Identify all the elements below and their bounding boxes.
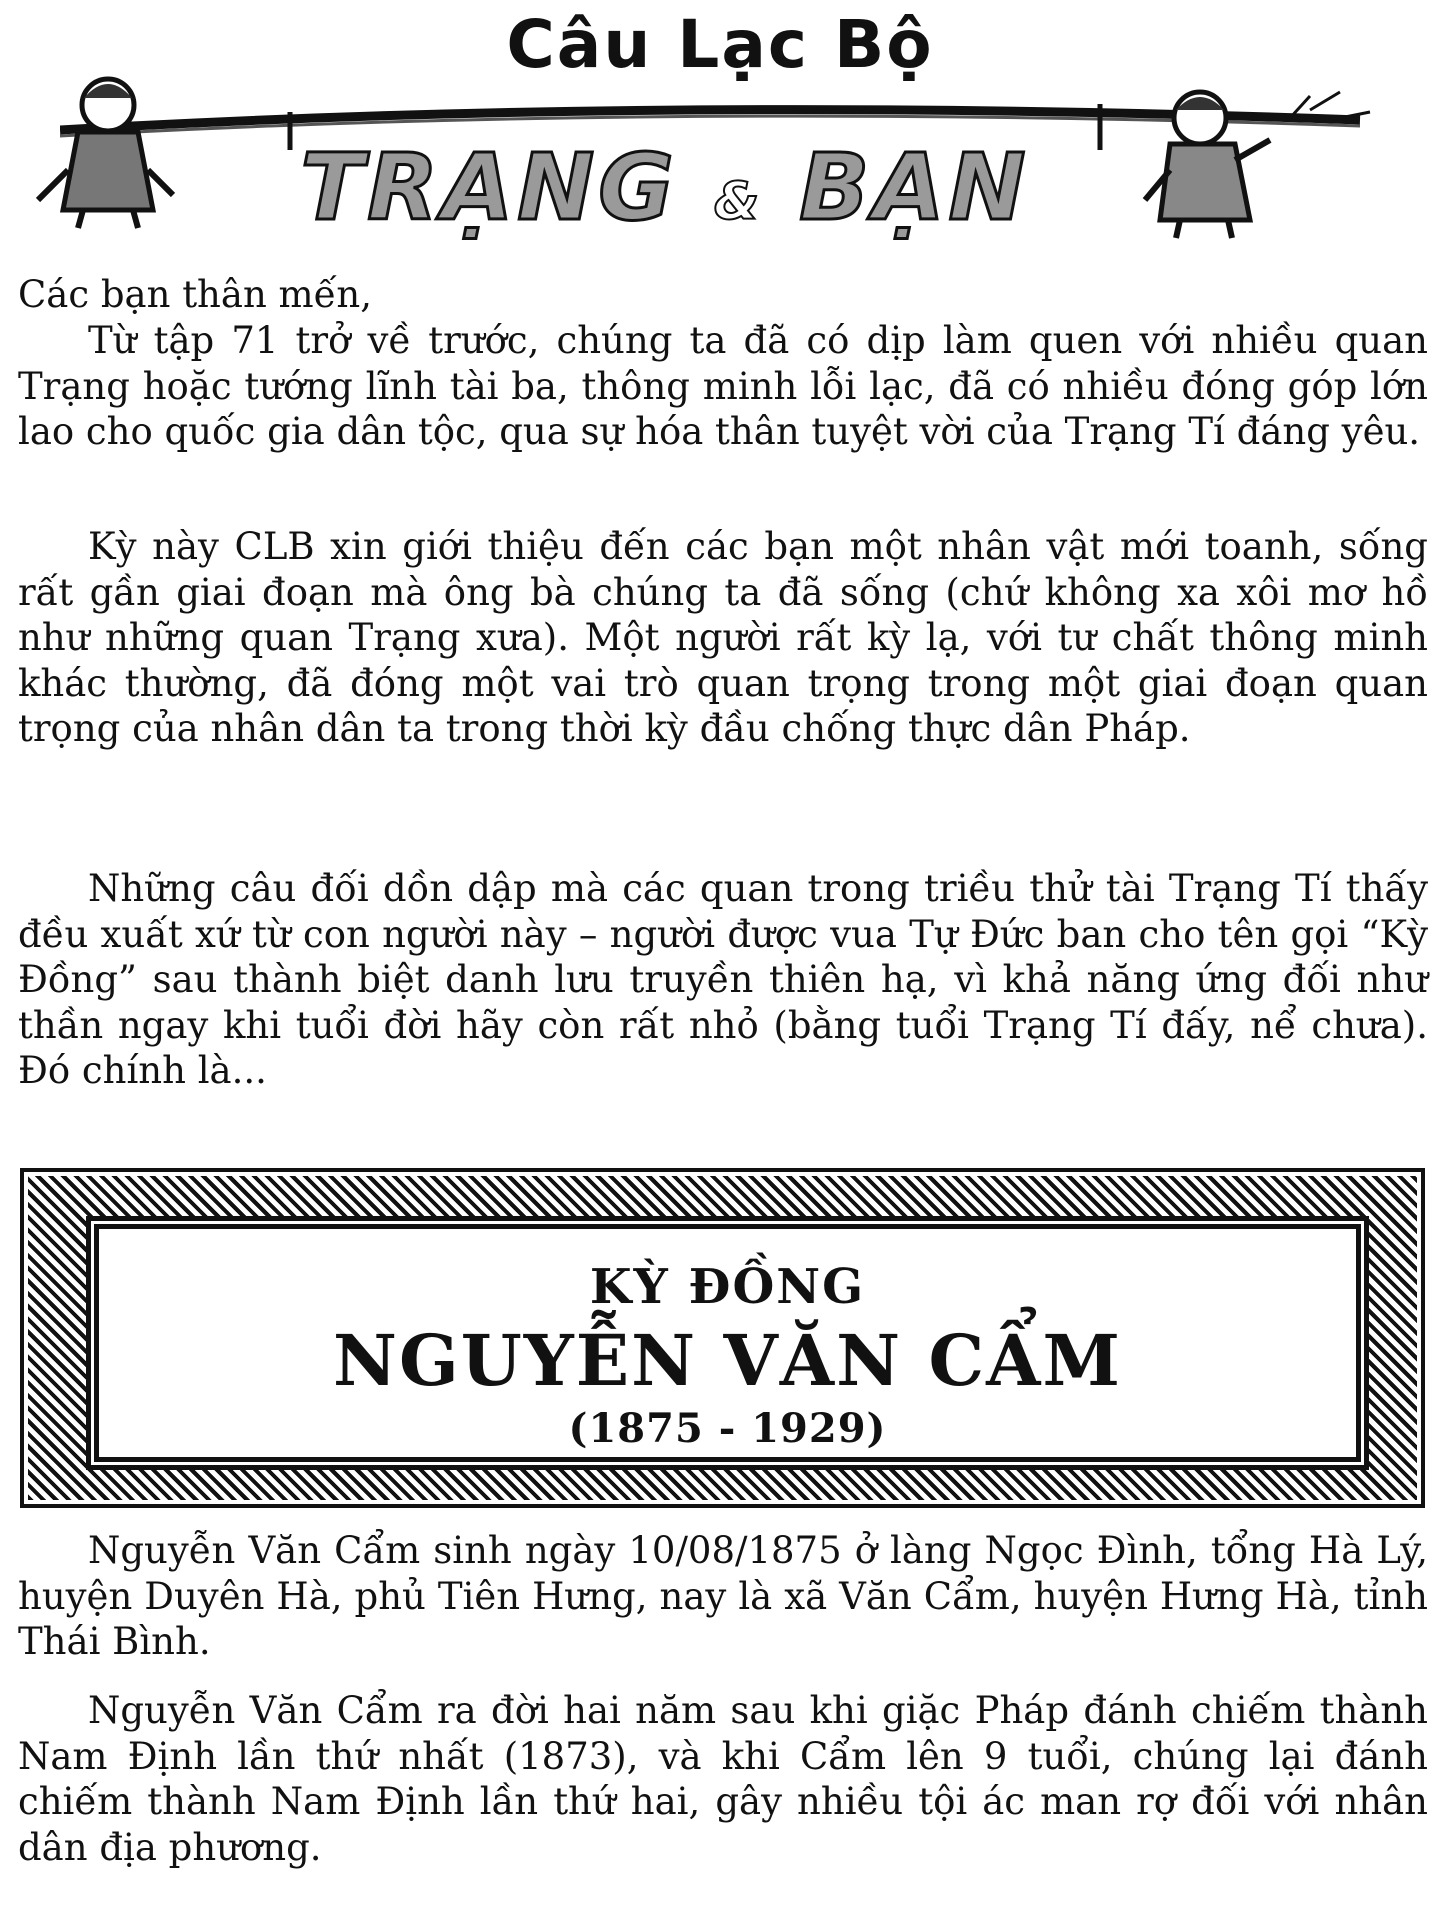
club-title: Câu Lạc Bộ (506, 6, 934, 83)
page-header (0, 0, 1440, 250)
banner-nickname: KỲ ĐỒNG (589, 1259, 866, 1315)
child-figure-right-illustration (1140, 80, 1280, 240)
greeting-text: Các bạn thân mến, (18, 273, 372, 316)
sign-left-text: TRẠNG (300, 134, 678, 241)
bio-paragraph-2: Nguyễn Văn Cẩm ra đời hai năm sau khi giặc Pháp đánh chiếm thành Nam Định lần thứ nhất (1873), và khi Cẩm lên 9 tuổi, chúng lại đánh chiếm thành Nam Định lần thứ hai, gây nhiều tội ác man rợ đối với nhân dân địa phương. (18, 1689, 1428, 1869)
banner-years: (1875 - 1929) (568, 1405, 887, 1452)
child-figure-left-illustration (28, 70, 178, 230)
banner-name: NGUYỄN VĂN CẨM (333, 1319, 1122, 1402)
club-sign (270, 134, 1060, 241)
bio-paragraph-1: Nguyễn Văn Cẩm sinh ngày 10/08/1875 ở làng Ngọc Đình, tổng Hà Lý, huyện Duyên Hà, phủ Tiên Hưng, nay là xã Văn Cẩm, huyện Hưng Hà, tỉnh Thái Bình. (18, 1529, 1428, 1663)
intro-paragraph-3: Những câu đối dồn dập mà các quan trong triều thử tài Trạng Tí thấy đều xuất xứ từ con người này – người được vua Tự Đức ban cho tên gọi “Kỳ Đồng” sau thành biệt danh lưu truyền thiên hạ, vì khả năng ứng đối như thần ngay khi tuổi đời hãy còn rất nhỏ (bằng tuổi Trạng Tí đấy, nể chưa). Đó chính là... (18, 867, 1428, 1092)
intro-paragraph-2: Kỳ này CLB xin giới thiệu đến các bạn một nhân vật mới toanh, sống rất gần giai đoạn mà ông bà chúng ta đã sống (chứ không xa xôi mơ hồ như những quan Trạng xưa). Một người rất kỳ lạ, với tư chất thông minh khác thường, đã đóng một vai trò quan trọng trong một giai đoạn quan trọng của nhân dân ta trong thời kỳ đầu chống thực dân Pháp. (18, 525, 1428, 750)
title-banner (20, 1168, 1425, 1508)
sign-right-text: BẠN (799, 134, 1030, 241)
intro-paragraph-1: Từ tập 71 trở về trước, chúng ta đã có dịp làm quen với nhiều quan Trạng hoặc tướng lĩnh tài ba, thông minh lỗi lạc, đã có nhiều đóng góp lớn lao cho quốc gia dân tộc, qua sự hóa thân tuyệt vời của Trạng Tí đáng yêu. (18, 319, 1428, 453)
banner-inner-panel (94, 1224, 1361, 1462)
sign-ampersand: & (713, 172, 764, 232)
